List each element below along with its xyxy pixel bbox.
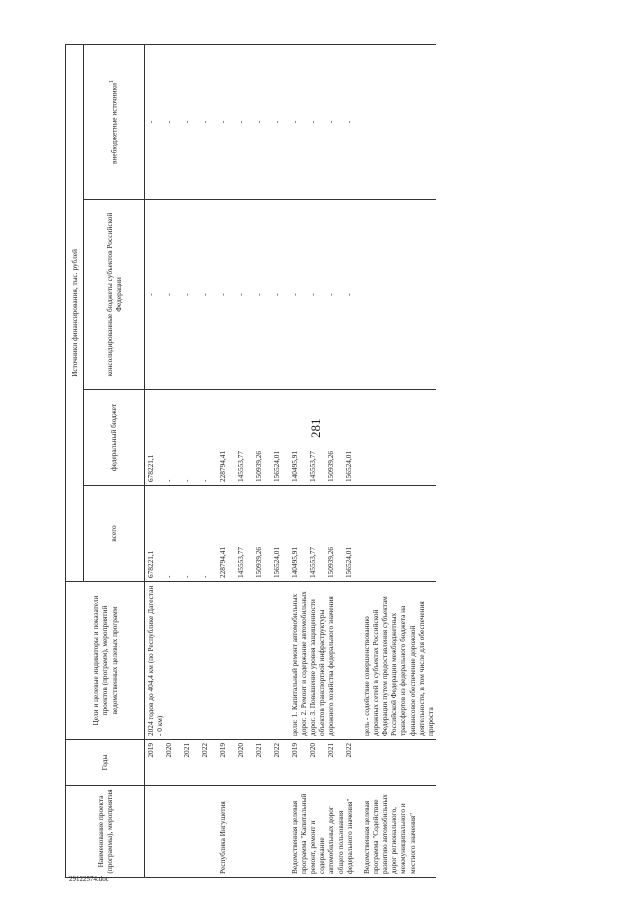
year-cell: 2022 (343, 740, 361, 786)
extra-cell: - (253, 45, 271, 200)
federal-cell: 156524,01 (343, 390, 361, 486)
page-number: 281 (308, 418, 323, 438)
regional-cell: - (289, 200, 307, 390)
goal-cell (217, 582, 289, 740)
federal-cell: - (181, 390, 199, 486)
extra-cell: - (217, 45, 235, 200)
table-row (343, 45, 361, 878)
year-cell: 2021 (181, 740, 199, 786)
year-cell: 2022 (271, 740, 289, 786)
year-cell: 2019 (289, 740, 307, 786)
federal-cell: 145553,77 (235, 390, 253, 486)
total-cell: 156524,01 (343, 486, 361, 582)
year-cell: 2020 (307, 740, 325, 786)
year-cell: 2022 (199, 740, 217, 786)
table-row (235, 45, 253, 878)
regional-cell: - (325, 200, 343, 390)
header-years: Годы (66, 740, 145, 786)
federal-cell: 145553,77 (307, 390, 325, 486)
header-extra (84, 45, 145, 200)
federal-cell: - (163, 390, 181, 486)
total-cell: - (199, 486, 217, 582)
goal-cell: цель - содействие совершенствованию дорожных сетей в субъектах Российской Федерации путем предоставления субъектам Российской Федерации межбюджетных трансфертов из федерального бюджета на финансовое обеспечение дорожной деятельности, в том числе для обеспечения прироста (361, 582, 436, 740)
total-cell: - (181, 486, 199, 582)
header-goals: Цели и целевые индикаторы и показатели проектов (программ), мероприятий ведомственных целевых программ (66, 582, 145, 740)
total-cell: 150939,26 (253, 486, 271, 582)
table-row (181, 45, 199, 878)
table-row (361, 45, 436, 878)
table-row (163, 45, 181, 878)
year-cell: 2021 (253, 740, 271, 786)
table-row (145, 45, 164, 878)
regional-cell: - (253, 200, 271, 390)
project-name-cell: Ведомственная целевая программа "Капитальный ремонт, ремонт и содержание автомобильных дорог общего пользования федерального значения" (289, 786, 361, 878)
extra-cell: - (163, 45, 181, 200)
table-row (199, 45, 217, 878)
regional-cell: - (199, 200, 217, 390)
year-cell: 2019 (145, 740, 164, 786)
total-cell: 228794,41 (217, 486, 235, 582)
federal-cell: 150939,26 (253, 390, 271, 486)
project-name-cell: Ведомственная целевая программа "Содействие развитию автомобильных дорог регионального, межмуниципального и местного значения" (361, 786, 436, 878)
extra-cell: - (181, 45, 199, 200)
table-row (289, 45, 307, 878)
header-total: всего (84, 486, 145, 582)
total-cell (361, 486, 436, 582)
table-row (253, 45, 271, 878)
regional-cell: - (235, 200, 253, 390)
year-cell: 2021 (325, 740, 343, 786)
header-extra-footnote: 1 (109, 80, 116, 84)
table-row (325, 45, 343, 878)
header-extra-label: внебюджетные источники (109, 83, 119, 165)
project-name-cell: Республика Ингушетия (217, 786, 289, 878)
total-cell: 678221,1 (145, 486, 164, 582)
total-cell: 140495,91 (289, 486, 307, 582)
extra-cell (361, 45, 436, 200)
financing-table-sheet (65, 45, 635, 878)
extra-cell: - (343, 45, 361, 200)
regional-cell: - (307, 200, 325, 390)
federal-cell: 678221,1 (145, 390, 164, 486)
extra-cell: - (271, 45, 289, 200)
federal-cell: 156524,01 (271, 390, 289, 486)
header-sources-group: Источники финансирования, тыс. рублей (66, 45, 84, 582)
federal-cell: - (199, 390, 217, 486)
goal-cell: 2024 годов до 404,4 км (по Республике Дагестан - 0 км) (145, 582, 218, 740)
regional-cell: - (217, 200, 235, 390)
regional-cell: - (145, 200, 164, 390)
total-cell: 156524,01 (271, 486, 289, 582)
extra-cell: - (289, 45, 307, 200)
total-cell: 145553,77 (235, 486, 253, 582)
footer-filename: 29122574.doc (69, 875, 109, 883)
header-project-name: Наименование проекта (программы), мероприятия (66, 786, 145, 878)
total-cell: 145553,77 (307, 486, 325, 582)
total-cell: 150939,26 (325, 486, 343, 582)
financing-table (65, 44, 436, 878)
extra-cell: - (325, 45, 343, 200)
extra-cell: - (307, 45, 325, 200)
regional-cell: - (181, 200, 199, 390)
federal-cell: 150939,26 (325, 390, 343, 486)
year-cell: 2020 (235, 740, 253, 786)
project-name-cell (145, 786, 218, 878)
extra-cell: - (145, 45, 164, 200)
extra-cell: - (199, 45, 217, 200)
header-regional: консолидированные бюджеты субъектов Российской Федерации (84, 200, 145, 390)
extra-cell: - (235, 45, 253, 200)
year-cell: 2020 (163, 740, 181, 786)
federal-cell: 140495,91 (289, 390, 307, 486)
header-federal: федеральный бюджет (84, 390, 145, 486)
year-cell: 2019 (217, 740, 235, 786)
regional-cell: - (163, 200, 181, 390)
regional-cell: - (343, 200, 361, 390)
table-row (307, 45, 325, 878)
regional-cell (361, 200, 436, 390)
table-body (145, 45, 436, 878)
goal-cell: цели: 1. Капитальный ремонт автомобильных дорог. 2. Ремонт и содержание автомобильных дорог. 3. Повышение уровня защищенности объектов транспортной инфраструктуры дорожного хозяйства федерального значения (289, 582, 361, 740)
federal-cell (361, 390, 436, 486)
total-cell: - (163, 486, 181, 582)
table-row (217, 45, 235, 878)
regional-cell: - (271, 200, 289, 390)
year-cell (361, 740, 436, 786)
federal-cell: 228794,41 (217, 390, 235, 486)
table-row (271, 45, 289, 878)
